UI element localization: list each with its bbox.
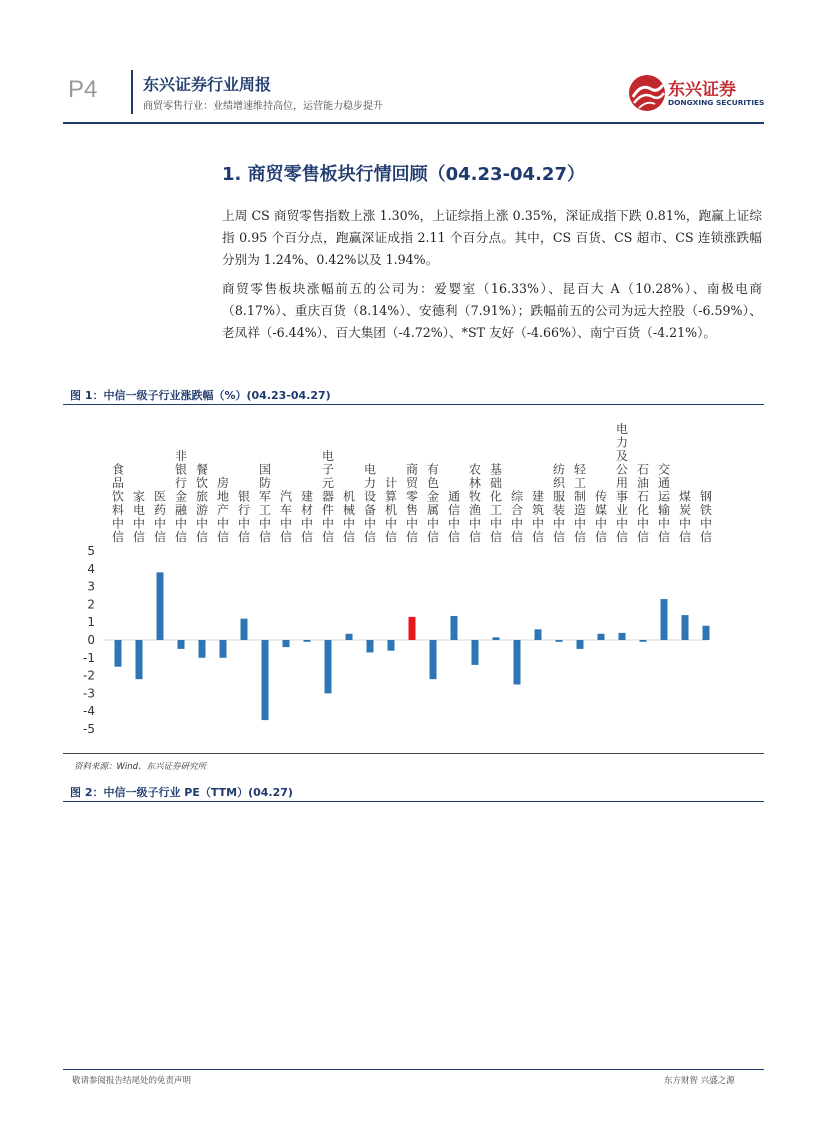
x-tick-label: 建材中信 [300,489,314,544]
figure2-rule [63,801,764,802]
y-tick-label: -4 [83,704,95,719]
paragraph-top-movers: 商贸零售板块涨幅前五的公司为：爱婴室（16.33%）、昆百大 A（10.28%）、南极电商（8.17%）、重庆百货（8.14%）、安德利（7.91%）；跌幅前五的公司为远大控股（-6.59%）、老凤祥（-6.44%）、百大集团（-4.72%）、*ST 友好（-4.66%）、南宁百货（-4.21%）。 [222,281,762,340]
footer-rule [63,1069,764,1070]
logo-text-en: DONGXING SECURITIES [668,98,765,107]
x-tick-label: 传媒中信 [594,489,608,544]
bar-21 [535,629,542,640]
bar-1 [115,640,122,667]
x-tick-label: 电力设备中信 [363,462,377,544]
y-tick-label: -5 [83,722,95,736]
section-heading: 1. 商贸零售板块行情回顾（04.23-04.27） [222,164,585,185]
bar-23 [577,640,584,649]
industry-change-bar-chart [63,406,764,756]
bar-12 [346,634,353,640]
footer-slogan: 东方财智 兴盛之源 [664,1076,735,1086]
bar-4 [178,640,185,649]
header-divider [131,70,133,114]
bar-28 [682,615,689,640]
bar-20 [514,640,521,685]
x-tick-label: 非银行金融中信 [174,449,188,544]
x-tick-label: 电力及公用事业中信 [615,422,629,544]
bar-24 [598,634,605,640]
y-tick-label: 4 [87,561,95,576]
x-tick-label: 食品饮料中信 [111,462,125,544]
x-tick-label: 通信中信 [447,489,461,544]
y-tick-label: 3 [87,579,95,594]
footer-disclaimer: 敬请参阅报告结尾处的免责声明 [72,1076,192,1086]
x-tick-label: 有色金属中信 [426,462,440,544]
bar-29 [703,626,710,640]
page-number: P4 [68,76,98,103]
figure1-source: 资料来源：Wind、东兴证券研究所 [74,762,207,772]
x-tick-label: 医药中信 [153,489,167,544]
bar-7 [241,619,248,640]
x-tick-label: 商贸零售中信 [405,462,419,544]
x-tick-label: 纺织服装中信 [552,462,566,544]
y-tick-label: -3 [83,686,95,701]
bar-22 [556,640,563,642]
bar-26 [640,640,647,642]
bar-2 [136,640,143,679]
x-tick-label: 钢铁中信 [699,489,713,544]
report-title: 东兴证券行业周报 [143,75,272,94]
bar-11 [325,640,332,693]
x-tick-label: 计算机中信 [384,476,398,544]
y-tick-label: -1 [83,650,95,665]
x-tick-label: 基础化工中信 [489,462,503,544]
figure1-title: 图 1：中信一级子行业涨跌幅（%）(04.23-04.27) [70,389,331,402]
x-tick-label: 国防军工中信 [258,462,272,544]
x-tick-label: 机械中信 [342,489,356,544]
y-tick-label: 1 [87,615,95,630]
bar-19 [493,637,500,640]
x-tick-label: 电子元器件中信 [321,449,335,544]
bar-14 [388,640,395,651]
y-tick-label: 0 [87,633,95,647]
bar-18 [472,640,479,665]
x-tick-label: 煤炭中信 [678,489,692,544]
header-rule [63,122,764,124]
bar-5 [199,640,206,658]
x-tick-label: 银行中信 [237,489,251,544]
bar-25 [619,633,626,640]
paragraph-index-performance: 上周 CS 商贸零售指数上涨 1.30%，上证综指上涨 0.35%，深证成指下跌 0.81%，跑赢上证综指 0.95 个百分点，跑赢深证成指 2.11 个百分点。其中，CS 百货、CS 超市、CS 连锁涨跌幅分别为 1.24%、0.42%以及 1.94%。 [222,208,762,267]
y-tick-label: 2 [87,597,95,612]
x-tick-label: 农林牧渔中信 [468,462,482,544]
x-tick-label: 房地产中信 [216,476,230,544]
bar-9 [283,640,290,647]
figure1-bottom-rule [63,753,764,754]
figure1-rule [63,404,764,405]
bar-13 [367,640,374,652]
bar-3 [157,572,164,640]
x-tick-label: 建筑中信 [531,489,545,544]
x-tick-label: 轻工制造中信 [573,462,587,544]
bar-15 [409,617,416,640]
bar-10 [304,640,311,642]
bar-27 [661,599,668,640]
y-tick-label: 5 [87,544,95,558]
x-tick-label: 综合中信 [510,489,524,544]
figure2-title: 图 2：中信一级子行业 PE（TTM）(04.27) [70,786,293,799]
logo-text-cn: 东兴证券 [668,80,736,100]
bar-16 [430,640,437,679]
bar-17 [451,616,458,640]
report-subtitle: 商贸零售行业：业绩增速维持高位，运营能力稳步提升 [143,101,383,112]
x-tick-label: 餐饮旅游中信 [195,462,209,544]
bar-8 [262,640,269,720]
x-tick-label: 交通运输中信 [657,462,671,544]
x-tick-label: 家电中信 [132,489,146,544]
x-tick-label: 汽车中信 [279,489,293,544]
x-tick-label: 石油石化中信 [636,462,650,544]
y-tick-label: -2 [83,668,95,683]
bar-6 [220,640,227,658]
